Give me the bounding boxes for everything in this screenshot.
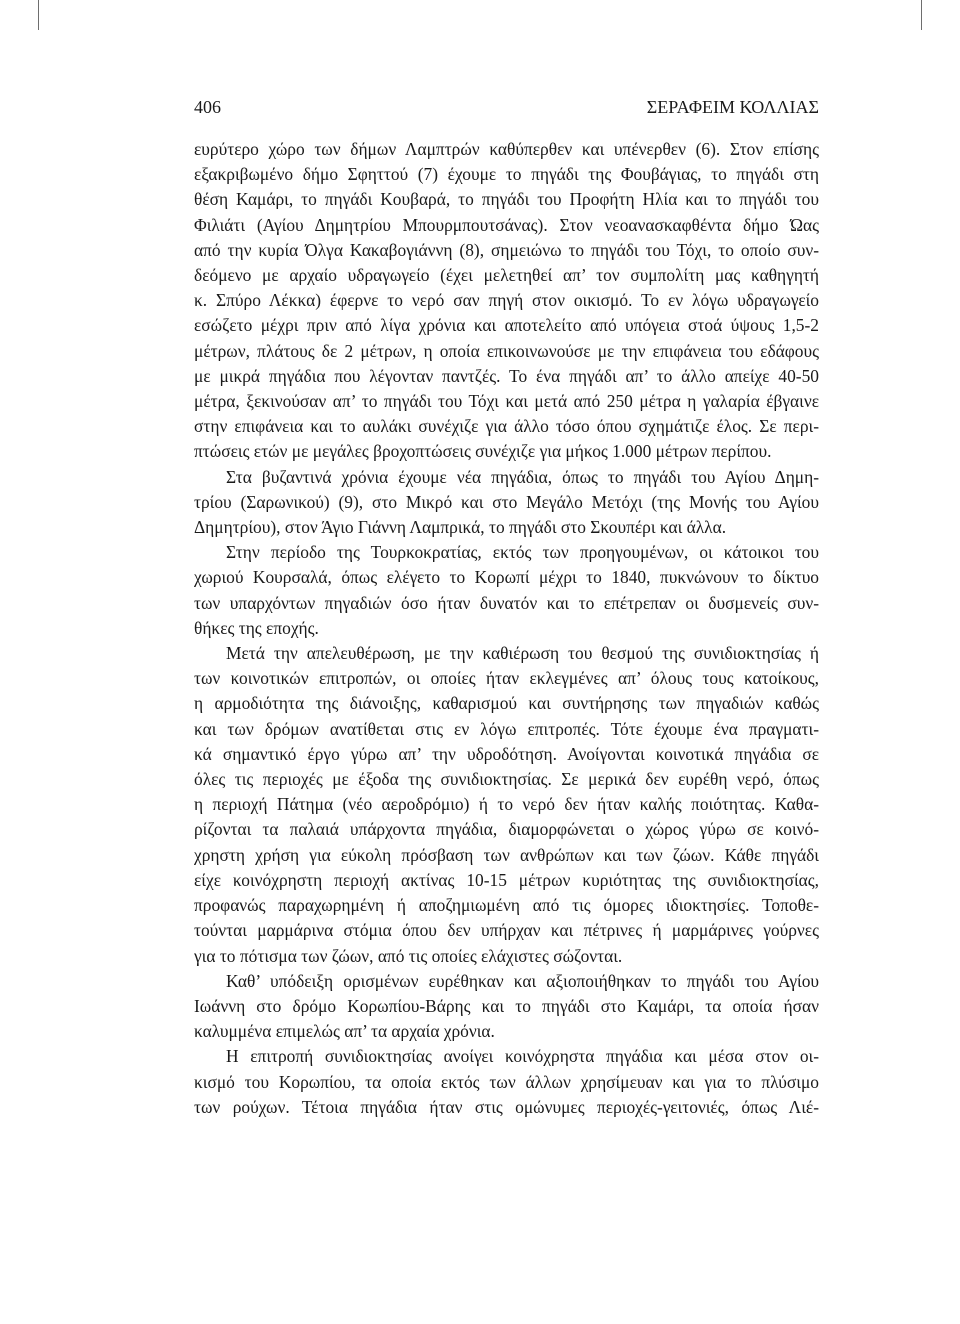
page-number: 406 xyxy=(194,97,221,117)
text-line: κά σημαντικό έργο γύρω απ’ την υδροδότηση. Ανοίγονται κοινοτικά πηγάδια σε xyxy=(194,743,819,764)
text-line: είχε κοινόχρηστη περιοχή ακτίνας 10-15 μέτρων κυριότητας της συνιδιοκτησίας, xyxy=(194,869,819,890)
text-line: όλες τις περιοχές με έξοδα της συνιδιοκτησίας. Σε μερικά δεν ευρέθη νερό, όπως xyxy=(194,769,819,790)
text-line: εσώζετο μέχρι πριν από λίγα χρόνια και αποτελείτο από υπόγεια στοά ύψους 1,5-2 xyxy=(194,315,819,336)
text-line: ρίζονται τα παλαιά υπάρχοντα πηγάδια, διαμορφώνεται ο χώρος γύρω σε κοινό- xyxy=(194,819,819,840)
text-line: Στα βυζαντινά χρόνια έχουμε νέα πηγάδια, όπως το πηγάδι του Αγίου Δημη- xyxy=(226,466,819,487)
text-line: θήκες της εποχής. xyxy=(194,617,319,638)
text-line: η αρμοδιότητα της διάνοιξης, καθαρισμού και συντήρησης των πηγαδιών καθώς xyxy=(194,693,819,714)
running-header xyxy=(194,94,819,120)
text-line: Μετά την απελευθέρωση, με την καθιέρωση του θεσμού της συνιδιοκτησίας ή xyxy=(226,643,819,664)
text-line: Φιλιάτι (Αγίου Δημητρίου Μπουρμπουτσάνας). Στον νεοανασκαφθέντα δήμο Ώας xyxy=(194,214,819,235)
crop-mark-left xyxy=(38,0,39,30)
text-line: Καθ’ υπόδειξη ορισμένων ευρέθηκαν και αξιοποιήθηκαν το πηγάδι του Αγίου xyxy=(226,970,819,991)
text-line: χρηστη χρήση για εύκολη πρόσβαση των ανθρώπων και των ζώων. Κάθε πηγάδι xyxy=(194,844,819,865)
text-line: πτώσεις ετών με μεγάλες βροχοπτώσεις συνέχιζε για μήκος 1.000 μέτρων περίπου. xyxy=(194,441,772,462)
text-line: στην επιφάνεια και το αυλάκι συνέχιζε για άλλο τόσο όπου σχημάτιζε έλος. Σε περι- xyxy=(194,416,819,437)
text-line: θέση Καμάρι, το πηγάδι Κουβαρά, το πηγάδι του Προφήτη Ηλία και το πηγάδι του xyxy=(194,189,819,210)
text-line: εξακριβωμένο δήμο Σφηττού (7) έχουμε το πηγάδι της Φουβάγιας, το πηγάδι στη xyxy=(194,164,819,185)
text-line: από την κυρία Όλγα Κακαβογιάννη (8), σημειώνω το πηγάδι του Τόχι, το οποίο συν- xyxy=(194,239,819,260)
crop-mark-right xyxy=(921,0,922,30)
body-text xyxy=(194,137,819,1120)
text-line: Στην περίοδο της Τουρκοκρατίας, εκτός των προηγουμένων, οι κάτοικοι του xyxy=(226,542,819,563)
text-line: η περιοχή Πάτημα (νέο αεροδρόμιο) ή το νερό δεν ήταν καλής ποιότητας. Καθα- xyxy=(194,794,819,815)
text-line: κισμό του Κορωπίου, τα οποία εκτός των άλλων χρησίμευαν και για το πλύσιμο xyxy=(194,1071,819,1092)
text-line: χωριού Κουρσαλά, όπως ελέγετο το Κορωπί μέχρι το 1840, πυκνώνουν το δίκτυο xyxy=(194,567,819,588)
text-line: των υπαρχόντων πηγαδιών όσο ήταν δυνατόν και το επέτρεπαν οι δυσμενείς συν- xyxy=(194,592,819,613)
text-line: για το πότισμα των ζώων, από τις οποίες ελάχιστες σώζονται. xyxy=(194,945,623,966)
text-line: καλυμμένα επιμελώς απ’ τα αρχαία χρόνια. xyxy=(194,1021,495,1042)
text-line: προφανώς παραχωρημένη ή αποζημιωμένη από τις όμορες ιδιοκτησίες. Τοποθε- xyxy=(194,895,819,916)
text-line: μέτρα, ξεκινούσαν απ’ το πηγάδι του Τόχι και μετά από 250 μέτρα η γαλαρία έβγαινε xyxy=(194,391,819,412)
text-line: δεόμενο με αρχαίο υδραγωγείο (έχει μελετηθεί απ’ τον συμπολίτη μας καθηγητή xyxy=(194,265,819,286)
text-line: Δημητρίου), στον Άγιο Γιάννη Λαμπρικά, το πηγάδι στο Σκουπέρι και άλλα. xyxy=(194,517,727,538)
text-line: Ιωάννη στο δρόμο Κορωπίου-Βάρης και το πηγάδι στο Καμάρι, τα οποία ήσαν xyxy=(194,995,819,1016)
text-line: και των δρόμων ανατίθεται στις εν λόγω επιτροπές. Τότε έχουμε ένα πραγματι- xyxy=(194,718,819,739)
text-line: των κοινοτικών επιτροπών, οι οποίες ήταν εκλεγμένες απ’ όλους τους κατοίκους, xyxy=(194,668,819,689)
text-line: ευρύτερο χώρο των δήμων Λαμπτρών καθύπερθεν και υπένερθεν (6). Στον επίσης xyxy=(194,139,819,159)
text-line: με μικρά πηγάδια που λέγονταν παντζές. Το ένα πηγάδι απ’ το άλλο απείχε 40-50 xyxy=(194,365,819,386)
text-line: τούνται μαρμάρινα στόμια όπου δεν υπήρχαν και πέτρινες ή μαρμάρινες γούρνες xyxy=(194,920,819,941)
text-line: Η επιτροπή συνιδιοκτησίας ανοίγει κοινόχρηστα πηγάδια και μέσα στον οι- xyxy=(226,1046,819,1067)
text-line: τρίου (Σαρωνικού) (9), στο Μικρό και στο Μεγάλο Μετόχι (της Μονής του Αγίου xyxy=(194,491,819,512)
text-line: κ. Σπύρο Λέκκα) έφερνε το νερό σαν πηγή στον οικισμό. Το εν λόγω υδραγωγείο xyxy=(194,290,819,311)
text-line: μέτρων, πλάτους δε 2 μέτρων, η οποία επικοινωνούσε με την επιφάνεια του εδάφους xyxy=(194,340,819,361)
running-head-author: ΣΕΡΑΦΕΙΜ ΚΟΛΛΙΑΣ xyxy=(646,97,819,117)
text-line: των ρούχων. Τέτοια πηγάδια ήταν στις ομώνυμες περιοχές-γειτονιές, όπως Λιέ- xyxy=(194,1096,819,1117)
